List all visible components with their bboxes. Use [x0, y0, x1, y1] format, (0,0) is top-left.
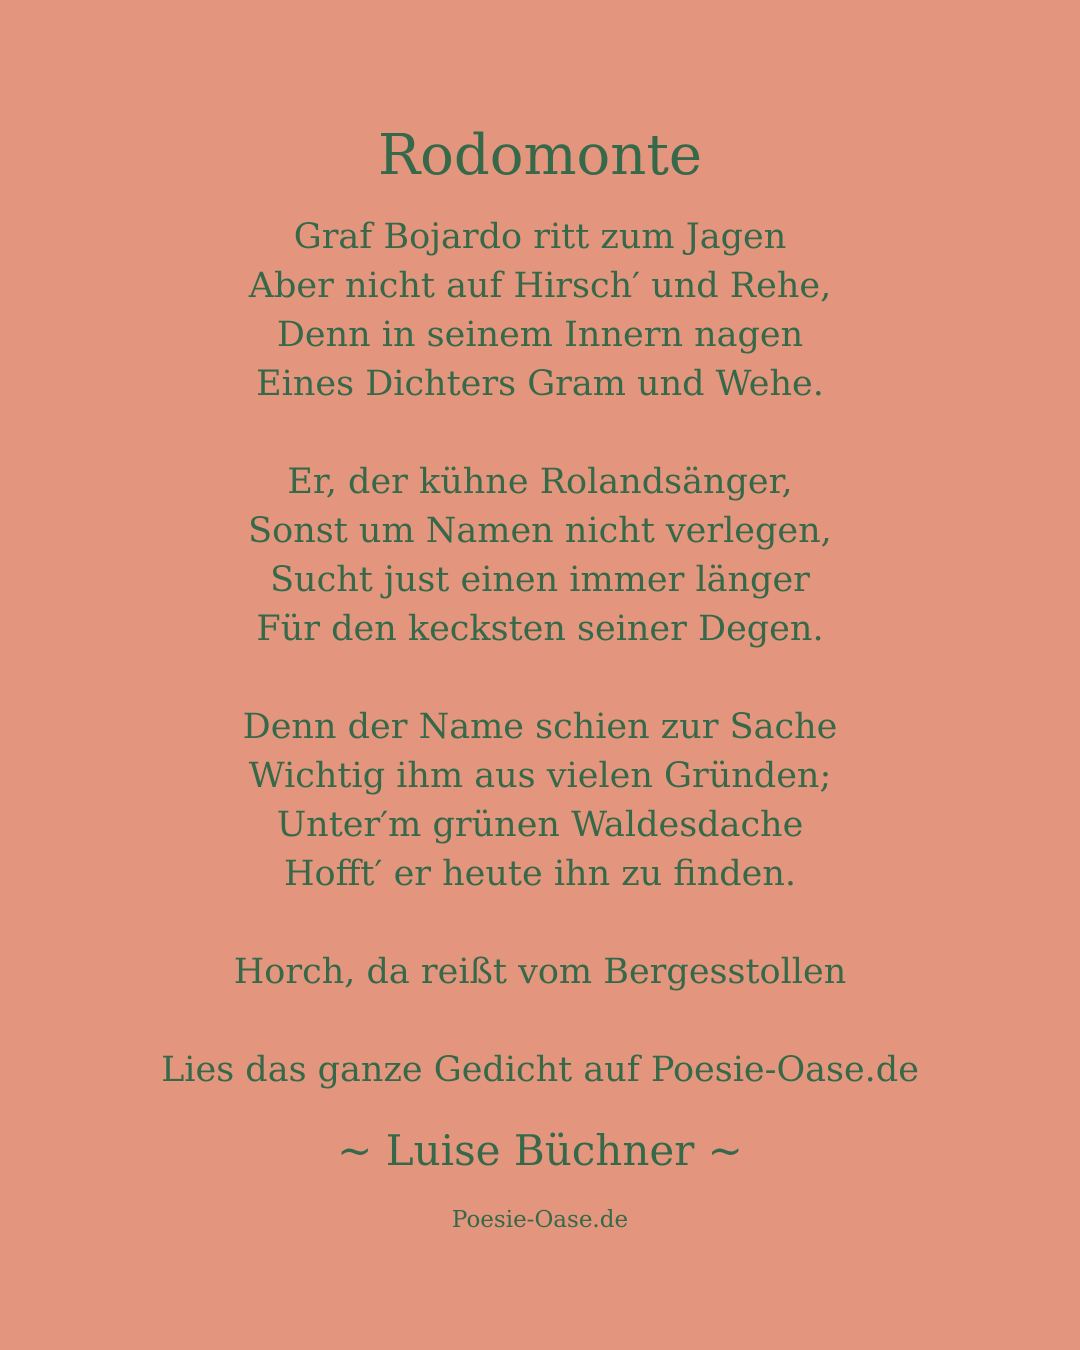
poem-title: Rodomonte — [378, 123, 702, 188]
stanza-1 — [0, 213, 1080, 409]
poem-body — [0, 213, 1080, 1046]
poem-line: Für den kecksten seiner Degen. — [256, 609, 824, 649]
poem-line: Er, der kühne Rolandsänger, — [287, 462, 793, 502]
poem-line: Hofft′ er heute ihn zu finden. — [283, 854, 797, 894]
stanza-3 — [0, 703, 1080, 899]
poem-line: Sucht just einen immer länger — [270, 560, 810, 600]
poem-line: Sonst um Namen nicht verlegen, — [248, 511, 832, 551]
poem-line: Graf Bojardo ritt zum Jagen — [293, 217, 787, 257]
poem-line: Unter′m grünen Waldesdache — [276, 805, 804, 845]
author-name: ~ Luise Büchner ~ — [337, 1126, 743, 1175]
poem-line: Horch, da reißt vom Bergesstollen — [233, 952, 847, 992]
site-name: Poesie-Oase.de — [451, 1207, 629, 1233]
poem-line: Denn der Name schien zur Sache — [242, 707, 838, 747]
read-full-poem-link[interactable]: Lies das ganze Gedicht auf Poesie-Oase.de — [161, 1050, 919, 1090]
poem-line: Wichtig ihm aus vielen Gründen; — [248, 756, 832, 796]
stanza-4 — [0, 948, 1080, 997]
poem-line: Aber nicht auf Hirsch′ und Rehe, — [248, 266, 832, 306]
poem-line: Denn in seinem Innern nagen — [276, 315, 804, 355]
stanza-2 — [0, 458, 1080, 654]
poem-line: Eines Dichters Gram und Wehe. — [256, 364, 824, 404]
